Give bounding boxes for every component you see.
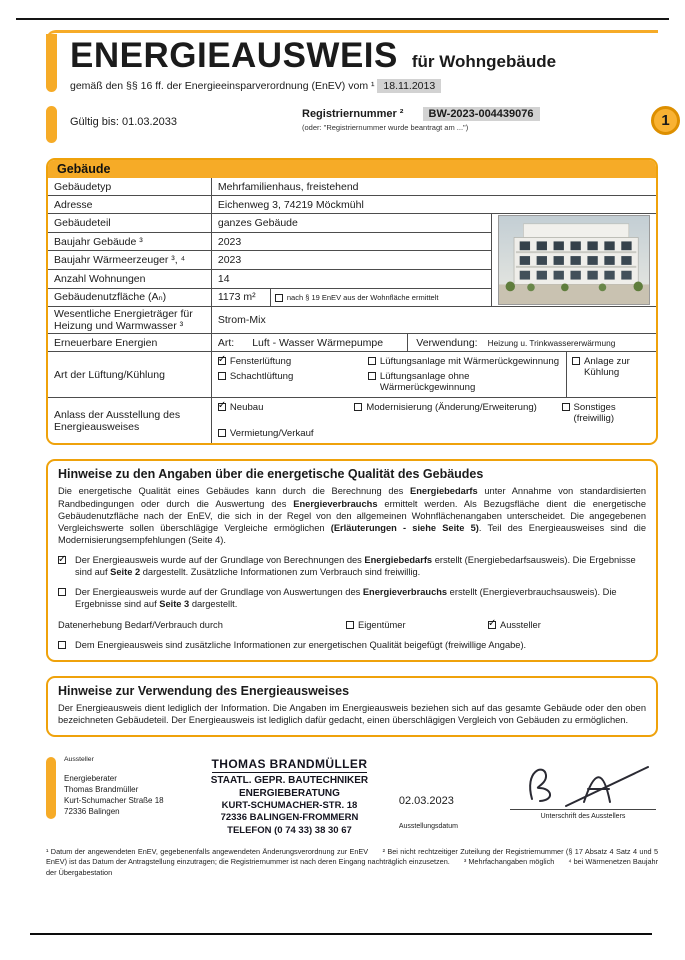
vermietung-verkauf-checkbox bbox=[218, 429, 226, 437]
table-row bbox=[48, 214, 656, 233]
page-subtitle: für Wohngebäude bbox=[411, 52, 557, 71]
bedarfsausweis-text: Der Energieausweis wurde auf der Grundlage von Berechnungen des Energiebedarfs erstellt (Energiebedarfsausweis). Die Ergebnisse sind auf Seite 2 dargestellt. Zusätzliche Informationen zum Verbrauch sind freiwillig. bbox=[75, 554, 636, 577]
data-collection-row bbox=[58, 620, 646, 631]
stamp-line: THOMAS BRANDMÜLLER bbox=[211, 757, 368, 772]
occasion-option: ✓ Neubau bbox=[218, 402, 354, 424]
registration-number-value: BW-2023-004439076 bbox=[423, 107, 540, 121]
issuer-address-line: Energieberater bbox=[64, 774, 117, 784]
signature-label: Unterschrift des Ausstellers bbox=[540, 813, 626, 821]
area-note-checkbox bbox=[275, 294, 283, 302]
renewable-use-label: Verwendung: bbox=[416, 336, 478, 349]
issuer-address-line: Kurt-Schumacher Straße 18 bbox=[64, 795, 164, 805]
neubau-checkbox bbox=[218, 403, 226, 411]
row-label: Gebäudeteil bbox=[48, 214, 211, 233]
quality-section-title: Hinweise zu den Angaben über die energetische Qualität des Gebäudes bbox=[58, 467, 484, 482]
bedarfsausweis-checkbox bbox=[58, 556, 66, 564]
verbrauchsausweis-option bbox=[58, 586, 646, 610]
extra-info-text: Dem Energieausweis sind zusätzliche Informationen zur energetischen Qualität beigefügt (freiwillige Angabe). bbox=[75, 639, 527, 650]
row-value bbox=[211, 288, 491, 307]
usage-notes-section bbox=[46, 676, 658, 737]
issue-date-label: Ausstellungsdatum bbox=[398, 823, 458, 831]
aussteller-checkbox bbox=[488, 621, 496, 629]
footnote-2: ² Bei nicht rechtzeitiger Zuteilung der Registriernummer (§ 17 Absatz 4 Satz 4 und 5 EnEV) ist das Datum der Antragstellung einzutragen; die Registriernummer ist nach deren Eingang nachträglich einzusetzen. bbox=[46, 847, 659, 867]
issuer-section bbox=[46, 753, 658, 837]
row-value: Eichenweg 3, 74219 Möckmühl bbox=[211, 196, 656, 214]
usage-paragraph: Der Energieausweis dient lediglich der Information. Die Angaben im Energieausweis beziehen sich auf das gesamte Gebäude oder den oben bezeichneten Gebäudeteil. Der Energieausweis ist lediglich dafür gedacht, einen überschlägigen Vergleich von Gebäuden zu ermöglichen. bbox=[58, 702, 646, 725]
lueftungsanlage-mit-wrg-checkbox bbox=[368, 357, 376, 365]
stamp-line: STAATL. GEPR. BAUTECHNIKER bbox=[210, 775, 369, 787]
page-number-badge: 1 bbox=[651, 106, 680, 135]
renewable-art-label: Art: bbox=[217, 336, 235, 349]
building-section bbox=[46, 158, 658, 446]
row-label: Adresse bbox=[48, 196, 211, 214]
stamp-line: 72336 BALINGEN-FROMMERN bbox=[220, 812, 359, 824]
usage-section-title: Hinweise zur Verwendung des Energieausweises bbox=[58, 683, 350, 698]
table-row bbox=[48, 352, 656, 398]
ventilation-option: Anlage zur Kühlung bbox=[572, 356, 651, 378]
extra-info-checkbox bbox=[58, 641, 66, 649]
row-label: Gebäudetyp bbox=[48, 178, 211, 196]
modernisierung-checkbox bbox=[354, 403, 362, 411]
data-collection-label: Datenerhebung Bedarf/Verbrauch durch bbox=[58, 620, 223, 631]
table-row bbox=[48, 307, 656, 334]
row-value: 2023 bbox=[211, 232, 491, 251]
row-label: Wesentliche Energieträger für Heizung und Warmwasser ³ bbox=[48, 307, 211, 334]
ventilation-option: Schachtlüftung bbox=[218, 371, 368, 393]
row-value: Mehrfamilienhaus, freistehend bbox=[211, 178, 656, 196]
row-label: Anzahl Wohnungen bbox=[48, 270, 211, 289]
scan-bottom-rule bbox=[30, 933, 652, 935]
registration-alt-note: (oder: "Registriernummer wurde beantragt am ...") bbox=[302, 122, 469, 132]
table-row bbox=[48, 178, 656, 196]
verbrauchsausweis-text: Der Energieausweis wurde auf der Grundlage von Auswertungen des Energieverbrauchs erstellt (Energieverbrauchsausweis). Die Ergebnisse sind auf Seite 3 dargestellt. bbox=[75, 586, 617, 610]
schachtlueftung-checkbox bbox=[218, 372, 226, 380]
row-label: Gebäudenutzfläche (Aₙ) bbox=[48, 288, 211, 307]
building-table bbox=[48, 178, 656, 444]
stamp-line: TELEFON (0 74 33) 38 30 67 bbox=[227, 824, 352, 836]
row-value: Strom-Mix bbox=[211, 307, 656, 334]
issuer-stamp bbox=[190, 753, 389, 837]
table-row bbox=[48, 334, 656, 352]
collector-option: ✓ Aussteller bbox=[488, 620, 541, 631]
bedarfsausweis-option bbox=[58, 554, 646, 578]
row-value: ganzes Gebäude bbox=[211, 214, 491, 233]
footnote-3: ³ Mehrfachangaben möglich bbox=[463, 857, 555, 867]
table-row bbox=[48, 196, 656, 214]
footnotes bbox=[46, 847, 658, 878]
lueftungsanlage-ohne-wrg-checkbox bbox=[368, 372, 376, 380]
law-date-highlight: 18.11.2013 bbox=[377, 79, 441, 93]
row-label: Anlass der Ausstellung des Energieausweises bbox=[48, 398, 211, 444]
ventilation-option: ✓ Fensterlüftung bbox=[218, 356, 368, 367]
ventilation-option: Lüftungsanlage ohne Wärmerückgewinnung bbox=[368, 371, 560, 393]
stamp-line: KURT-SCHUMACHER-STR. 18 bbox=[221, 800, 358, 812]
issuer-address-line: Thomas Brandmüller bbox=[64, 785, 139, 795]
collector-option: Eigentümer bbox=[346, 620, 488, 631]
extra-info-option bbox=[58, 639, 646, 651]
row-label: Art der Lüftung/Kühlung bbox=[48, 352, 211, 398]
stamp-line: ENERGIEBERATUNG bbox=[239, 787, 340, 799]
occasion-option: Sonstiges (freiwillig) bbox=[562, 402, 650, 424]
row-value bbox=[211, 334, 656, 352]
row-label: Erneuerbare Energien bbox=[48, 334, 211, 352]
row-value: 14 bbox=[211, 270, 491, 289]
building-section-title: Gebäude bbox=[48, 160, 656, 178]
table-row bbox=[48, 398, 656, 444]
footnote-1: ¹ Datum der angewendeten EnEV, gegebenenfalls angewendeten Änderungsverordnung zur EnEV bbox=[46, 847, 369, 857]
renewable-use-value: Heizung u. Trinkwassererwärmung bbox=[487, 337, 616, 348]
issuer-signature bbox=[508, 759, 658, 811]
occasion-option: Vermietung/Verkauf bbox=[218, 428, 368, 439]
law-reference: gemäß den §§ 16 ff. der Energieeinsparverordnung (EnEV) vom ¹ bbox=[70, 79, 375, 92]
fensterlueftung-checkbox bbox=[218, 357, 226, 365]
row-value bbox=[211, 398, 656, 444]
sonstiges-checkbox bbox=[562, 403, 570, 411]
building-photo-cell bbox=[491, 214, 656, 307]
issuer-address-line: 72336 Balingen bbox=[64, 806, 120, 816]
header bbox=[46, 30, 658, 94]
scan-top-rule bbox=[16, 18, 669, 20]
verbrauchsausweis-checkbox bbox=[58, 588, 66, 596]
registration-row bbox=[46, 106, 670, 144]
page-title: ENERGIEAUSWEIS bbox=[70, 36, 398, 75]
building-photo bbox=[498, 215, 651, 305]
renewable-art-value: Luft - Wasser Wärmepumpe bbox=[252, 336, 384, 349]
quality-intro-paragraph: Die energetische Qualität eines Gebäudes kann durch die Berechnung des Energiebedarfs unter Annahme von standardisierten Randbedingungen oder durch die Auswertung des Energieverbrauchs ermittelt werden. Als Bezugsfläche dient die energetische Gebäudenutzfläche nach der EnEV, die sich in der Regel von den allgemeinen Wohnflächenangaben unterscheidet. Die angegebenen Vergleichswerte sollen überschlägige Vergleiche ermöglichen (Erläuterungen - siehe Seite 5). Teil des Energieausweises sind die Modernisierungsempfehlungen (Seite 4). bbox=[58, 486, 646, 545]
kuehlung-checkbox bbox=[572, 357, 580, 365]
issuer-label: Aussteller bbox=[64, 756, 94, 764]
row-value: 2023 bbox=[211, 251, 491, 270]
footnote-4: ⁴ bei Wärmenetzen Baujahr der Übergabestation bbox=[46, 857, 659, 877]
quality-notes-section bbox=[46, 459, 658, 661]
registration-number-label: Registriernummer ² bbox=[302, 107, 404, 120]
issue-date: 02.03.2023 bbox=[398, 795, 454, 808]
valid-until-text: Gültig bis: 01.03.2033 bbox=[70, 115, 178, 128]
row-label: Baujahr Wärmeerzeuger ³, ⁴ bbox=[48, 251, 211, 270]
ventilation-option: Lüftungsanlage mit Wärmerückgewinnung bbox=[368, 356, 560, 367]
eigentuemer-checkbox bbox=[346, 621, 354, 629]
row-label: Baujahr Gebäude ³ bbox=[48, 232, 211, 251]
occasion-option: Modernisierung (Änderung/Erweiterung) bbox=[354, 402, 561, 424]
signature-rule bbox=[510, 809, 656, 810]
row-value bbox=[211, 352, 656, 398]
usable-area-value: 1173 m² bbox=[217, 291, 256, 304]
area-note-label: nach § 19 EnEV aus der Wohnfläche ermittelt bbox=[286, 292, 439, 302]
